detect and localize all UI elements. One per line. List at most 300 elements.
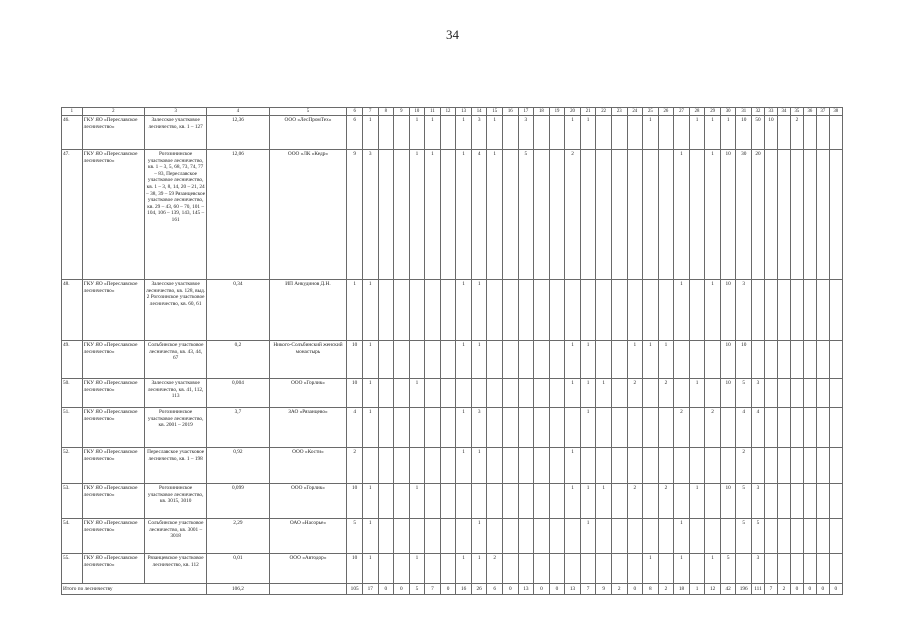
table-cell xyxy=(611,519,627,554)
table-cell: 5 xyxy=(518,150,534,280)
table-cell xyxy=(658,554,674,584)
table-cell: 2 xyxy=(790,116,803,150)
table-cell xyxy=(790,484,803,519)
total-cell: 0 xyxy=(829,584,842,595)
table-cell: 1 xyxy=(456,116,472,150)
table-cell: 3,7 xyxy=(207,408,269,448)
table-cell: 3 xyxy=(752,379,765,408)
table-cell xyxy=(549,519,565,554)
table-cell: 1 xyxy=(580,379,596,408)
total-cell: 13 xyxy=(518,584,534,595)
table-cell xyxy=(658,448,674,484)
table-cell: 1 xyxy=(565,379,581,408)
table-cell xyxy=(425,379,441,408)
table-cell: 1 xyxy=(409,379,425,408)
table-cell: ИП Анкудинов Д.Н. xyxy=(269,280,347,341)
table-cell xyxy=(518,448,534,484)
table-cell xyxy=(409,519,425,554)
table-cell xyxy=(816,448,829,484)
column-number-cell: 34 xyxy=(777,108,790,116)
table-cell xyxy=(627,519,643,554)
table-row xyxy=(62,280,843,341)
table-cell: 1 xyxy=(565,448,581,484)
total-cell: 9 xyxy=(596,584,612,595)
table-cell xyxy=(394,116,410,150)
table-cell xyxy=(518,554,534,584)
table-cell xyxy=(689,408,705,448)
table-cell xyxy=(752,280,765,341)
table-cell xyxy=(425,408,441,448)
table-cell xyxy=(705,448,721,484)
table-cell: ООО «Горлик» xyxy=(269,379,347,408)
table-cell xyxy=(674,484,690,519)
table-cell xyxy=(518,280,534,341)
table-cell xyxy=(487,341,503,379)
table-cell xyxy=(596,408,612,448)
table-cell: 4 xyxy=(752,408,765,448)
total-cell: 0 xyxy=(627,584,643,595)
table-cell xyxy=(803,341,816,379)
total-cell: 0 xyxy=(534,584,550,595)
table-cell: 2 xyxy=(658,484,674,519)
table-cell xyxy=(580,150,596,280)
table-cell xyxy=(518,408,534,448)
table-cell: 51. xyxy=(62,408,83,448)
table-cell xyxy=(378,341,394,379)
table-cell xyxy=(565,280,581,341)
table-cell xyxy=(705,519,721,554)
total-cell: 1 xyxy=(689,584,705,595)
table-cell xyxy=(643,519,659,554)
table-cell xyxy=(503,448,519,484)
table-cell xyxy=(409,408,425,448)
table-cell: 1 xyxy=(689,116,705,150)
table-cell xyxy=(518,484,534,519)
table-row xyxy=(62,341,843,379)
table-cell xyxy=(440,519,456,554)
column-number-cell: 13 xyxy=(456,108,472,116)
table-cell: 1 xyxy=(565,484,581,519)
total-cell: 42 xyxy=(720,584,736,595)
table-cell xyxy=(777,519,790,554)
table-cell xyxy=(409,341,425,379)
total-cell: 0 xyxy=(440,584,456,595)
table-cell xyxy=(816,379,829,408)
table-cell xyxy=(534,448,550,484)
column-number-cell: 3 xyxy=(145,108,207,116)
table-cell: 1 xyxy=(627,341,643,379)
table-cell: ГКУ ЯО «Переславское лесничество» xyxy=(82,150,144,280)
table-cell: 1 xyxy=(487,150,503,280)
table-cell: 1 xyxy=(580,116,596,150)
table-cell xyxy=(816,408,829,448)
table-cell xyxy=(764,280,777,341)
table-cell xyxy=(534,341,550,379)
table-cell xyxy=(487,379,503,408)
table-cell: 1 xyxy=(580,484,596,519)
table-cell xyxy=(596,150,612,280)
table-cell xyxy=(643,484,659,519)
table-cell xyxy=(378,554,394,584)
table-cell: 6 xyxy=(347,116,363,150)
table-cell xyxy=(777,280,790,341)
table-cell xyxy=(534,280,550,341)
table-cell: 1 xyxy=(689,484,705,519)
table-cell xyxy=(829,448,842,484)
table-cell: 1 xyxy=(362,379,378,408)
table-cell xyxy=(549,150,565,280)
table-cell: 1 xyxy=(674,554,690,584)
column-number-cell: 18 xyxy=(534,108,550,116)
table-cell: 1 xyxy=(456,150,472,280)
table-cell: 54. xyxy=(62,519,83,554)
table-cell xyxy=(394,408,410,448)
table-cell xyxy=(580,448,596,484)
table-cell xyxy=(409,448,425,484)
table-cell xyxy=(611,150,627,280)
table-cell: 10 xyxy=(764,116,777,150)
table-cell xyxy=(829,408,842,448)
column-number-cell: 7 xyxy=(362,108,378,116)
column-number-cell: 35 xyxy=(790,108,803,116)
table-cell: 47. xyxy=(62,150,83,280)
table-cell: 1 xyxy=(362,280,378,341)
table-cell: 2 xyxy=(674,408,690,448)
table-cell: 10 xyxy=(720,280,736,341)
total-cell: 0 xyxy=(803,584,816,595)
table-cell xyxy=(790,408,803,448)
table-cell xyxy=(705,484,721,519)
table-cell xyxy=(803,408,816,448)
table-cell: ГКУ ЯО «Переславское лесничество» xyxy=(82,280,144,341)
column-number-cell: 28 xyxy=(689,108,705,116)
table-cell: 1 xyxy=(565,341,581,379)
total-cell xyxy=(269,584,347,595)
table-cell xyxy=(816,116,829,150)
forestry-table xyxy=(61,107,843,595)
table-cell xyxy=(503,150,519,280)
table-cell xyxy=(378,448,394,484)
table-cell: 1 xyxy=(580,408,596,448)
table-cell: Солъбинское участковое лесничество, кв. 43, 44, 67 xyxy=(145,341,207,379)
table-cell: 55. xyxy=(62,554,83,584)
table-cell xyxy=(425,554,441,584)
table-cell: Залесское участковое лесничество, кв. 128, выд. 2 Рогозинское участковое лесничество, кв. 60, 61 xyxy=(145,280,207,341)
total-cell: 7 xyxy=(425,584,441,595)
total-cell: 16 xyxy=(456,584,472,595)
total-cell: 0 xyxy=(378,584,394,595)
total-cell: 0 xyxy=(394,584,410,595)
column-number-cell: 14 xyxy=(471,108,487,116)
table-cell xyxy=(611,408,627,448)
table-cell: 4 xyxy=(736,408,752,448)
table-cell xyxy=(378,280,394,341)
table-cell xyxy=(829,116,842,150)
table-cell: 1 xyxy=(596,484,612,519)
column-number-cell: 5 xyxy=(269,108,347,116)
column-number-cell: 32 xyxy=(752,108,765,116)
table-cell xyxy=(425,448,441,484)
table-cell xyxy=(518,519,534,554)
table-cell: 10 xyxy=(720,341,736,379)
table-cell xyxy=(627,448,643,484)
table-cell: 50 xyxy=(752,116,765,150)
table-cell xyxy=(487,448,503,484)
table-cell xyxy=(580,280,596,341)
total-cell: 111 xyxy=(752,584,765,595)
table-cell: 49. xyxy=(62,341,83,379)
total-cell: 13 xyxy=(565,584,581,595)
table-cell xyxy=(487,484,503,519)
table-cell xyxy=(549,554,565,584)
table-cell: 10 xyxy=(736,341,752,379)
column-number-cell: 12 xyxy=(440,108,456,116)
column-number-cell: 1 xyxy=(62,108,83,116)
table-cell: 0,2 xyxy=(207,341,269,379)
table-cell xyxy=(658,150,674,280)
table-cell: ООО «Горлик» xyxy=(269,484,347,519)
table-cell: 3 xyxy=(471,408,487,448)
table-cell xyxy=(440,408,456,448)
table-cell: 5 xyxy=(736,519,752,554)
total-cell: 6 xyxy=(487,584,503,595)
table-cell xyxy=(409,280,425,341)
table-cell: Рогозининское участковое лесничество, кв. 1 – 3, 5, 68, 73, 74, 77 – 83, Переславское участковое лесничество, кв. 1 – 3, 8, 14, 20 – 21, 24 – 38, 39 – 59 Рязанцевское участковое лесничество, кв. 29 – 43, 60 – 70, 101 – 104, 106 – 139, 143, 145 – 161 xyxy=(145,150,207,280)
total-cell: 12 xyxy=(705,584,721,595)
total-cell: 2 xyxy=(777,584,790,595)
table-cell: 1 xyxy=(409,484,425,519)
table-cell xyxy=(705,379,721,408)
page-number: 34 xyxy=(446,27,459,42)
table-cell xyxy=(425,519,441,554)
table-cell: 1 xyxy=(362,341,378,379)
table-row xyxy=(62,484,843,519)
table-cell: 1 xyxy=(658,341,674,379)
table-cell: ООО «ЛК «Кедр» xyxy=(269,150,347,280)
table-cell xyxy=(440,554,456,584)
table-cell xyxy=(456,379,472,408)
table-cell xyxy=(378,150,394,280)
table-cell xyxy=(425,341,441,379)
table-cell xyxy=(425,280,441,341)
table-cell xyxy=(643,150,659,280)
table-cell xyxy=(752,341,765,379)
table-cell xyxy=(503,484,519,519)
table-cell xyxy=(658,280,674,341)
table-cell: 1 xyxy=(456,408,472,448)
table-cell xyxy=(627,408,643,448)
column-number-cell: 24 xyxy=(627,108,643,116)
table-cell xyxy=(764,150,777,280)
table-cell xyxy=(643,379,659,408)
table-cell: 1 xyxy=(471,341,487,379)
table-cell: 2 xyxy=(658,379,674,408)
table-cell xyxy=(534,116,550,150)
table-cell: 12,06 xyxy=(207,150,269,280)
column-number-cell: 22 xyxy=(596,108,612,116)
table-cell: 48. xyxy=(62,280,83,341)
table-cell: 3 xyxy=(752,484,765,519)
table-cell xyxy=(674,116,690,150)
table-cell: 1 xyxy=(456,448,472,484)
table-cell xyxy=(549,280,565,341)
table-cell: 3 xyxy=(752,554,765,584)
table-cell xyxy=(790,448,803,484)
table-cell xyxy=(534,519,550,554)
table-cell xyxy=(394,554,410,584)
table-cell: ГКУ ЯО «Переславское лесничество» xyxy=(82,116,144,150)
table-cell xyxy=(790,280,803,341)
table-cell: 0,004 xyxy=(207,379,269,408)
table-cell xyxy=(394,379,410,408)
total-cell: 7 xyxy=(764,584,777,595)
table-cell xyxy=(378,484,394,519)
table-cell xyxy=(816,341,829,379)
column-number-cell: 30 xyxy=(720,108,736,116)
table-cell xyxy=(378,519,394,554)
table-cell: 10 xyxy=(720,484,736,519)
table-cell: 1 xyxy=(705,280,721,341)
table-cell xyxy=(803,280,816,341)
table-cell xyxy=(611,484,627,519)
table-cell: 3 xyxy=(736,280,752,341)
table-cell xyxy=(394,484,410,519)
table-cell xyxy=(611,341,627,379)
table-cell: 50. xyxy=(62,379,83,408)
table-cell: 1 xyxy=(580,519,596,554)
table-row xyxy=(62,408,843,448)
table-cell xyxy=(829,379,842,408)
column-number-cell: 23 xyxy=(611,108,627,116)
column-number-cell: 36 xyxy=(803,108,816,116)
total-cell: 2 xyxy=(611,584,627,595)
table-cell xyxy=(627,280,643,341)
table-cell: 0,92 xyxy=(207,448,269,484)
table-cell xyxy=(803,448,816,484)
table-cell xyxy=(777,341,790,379)
table-cell xyxy=(611,280,627,341)
table-cell: ГКУ ЯО «Переславское лесничество» xyxy=(82,379,144,408)
table-cell xyxy=(829,341,842,379)
table-cell: 1 xyxy=(409,116,425,150)
table-cell xyxy=(764,379,777,408)
table-cell xyxy=(362,448,378,484)
table-cell: 52. xyxy=(62,448,83,484)
table-cell: 1 xyxy=(643,116,659,150)
table-cell: 1 xyxy=(362,554,378,584)
table-cell: 2 xyxy=(705,408,721,448)
column-number-cell: 16 xyxy=(503,108,519,116)
table-cell xyxy=(658,116,674,150)
table-row xyxy=(62,519,843,554)
table-cell xyxy=(394,448,410,484)
table-cell xyxy=(440,379,456,408)
table-cell xyxy=(394,150,410,280)
table-cell: 1 xyxy=(674,280,690,341)
column-number-cell: 38 xyxy=(829,108,842,116)
table-cell: 1 xyxy=(409,150,425,280)
table-row xyxy=(62,116,843,150)
table-cell xyxy=(596,448,612,484)
column-number-cell: 27 xyxy=(674,108,690,116)
table-cell xyxy=(764,448,777,484)
column-number-cell: 6 xyxy=(347,108,363,116)
table-cell xyxy=(803,379,816,408)
table-cell xyxy=(803,150,816,280)
table-cell: 1 xyxy=(362,116,378,150)
table-cell: 5 xyxy=(736,484,752,519)
table-cell: Переславское участковое лесничество, кв. 1 – 198 xyxy=(145,448,207,484)
table-cell: ЗАО «Рязанцево» xyxy=(269,408,347,448)
table-cell: 4 xyxy=(347,408,363,448)
table-cell: 5 xyxy=(736,379,752,408)
table-cell: 1 xyxy=(456,341,472,379)
table-cell xyxy=(503,116,519,150)
table-cell: 1 xyxy=(705,116,721,150)
table-cell xyxy=(549,379,565,408)
table-cell xyxy=(596,341,612,379)
table-cell xyxy=(565,408,581,448)
table-cell xyxy=(643,448,659,484)
table-cell: Рогозининское участковое лесничество, кв. 3015, 3010 xyxy=(145,484,207,519)
table-cell: 1 xyxy=(705,554,721,584)
table-cell xyxy=(829,150,842,280)
table-cell xyxy=(829,519,842,554)
table-cell xyxy=(777,408,790,448)
table-cell: ООО «Автодор» xyxy=(269,554,347,584)
table-cell xyxy=(549,448,565,484)
table-row xyxy=(62,150,843,280)
table-cell xyxy=(777,379,790,408)
table-cell xyxy=(790,519,803,554)
total-row xyxy=(62,584,843,595)
table-cell xyxy=(816,150,829,280)
table-cell xyxy=(440,484,456,519)
table-cell: 1 xyxy=(674,519,690,554)
table-cell xyxy=(777,448,790,484)
table-cell xyxy=(518,341,534,379)
table-cell: 1 xyxy=(487,116,503,150)
column-number-cell: 37 xyxy=(816,108,829,116)
table-cell: 1 xyxy=(596,379,612,408)
table-cell xyxy=(689,554,705,584)
total-cell: 7 xyxy=(580,584,596,595)
table-cell xyxy=(611,116,627,150)
table-cell: 46. xyxy=(62,116,83,150)
table-cell: 1 xyxy=(362,484,378,519)
table-cell xyxy=(440,448,456,484)
column-number-cell: 25 xyxy=(643,108,659,116)
column-number-cell: 21 xyxy=(580,108,596,116)
table-cell: 10 xyxy=(736,116,752,150)
table-cell: 1 xyxy=(409,554,425,584)
table-cell: 1 xyxy=(705,150,721,280)
table-cell xyxy=(777,116,790,150)
table-cell: 3 xyxy=(471,116,487,150)
table-cell xyxy=(816,519,829,554)
table-cell xyxy=(440,341,456,379)
table-cell xyxy=(394,280,410,341)
table-cell xyxy=(378,408,394,448)
table-cell xyxy=(503,408,519,448)
table-cell xyxy=(790,150,803,280)
total-cell: 105 xyxy=(347,584,363,595)
table-cell xyxy=(829,554,842,584)
column-number-cell: 10 xyxy=(409,108,425,116)
table-cell: 10 xyxy=(347,554,363,584)
column-number-cell: 17 xyxy=(518,108,534,116)
table-cell: 1 xyxy=(347,280,363,341)
